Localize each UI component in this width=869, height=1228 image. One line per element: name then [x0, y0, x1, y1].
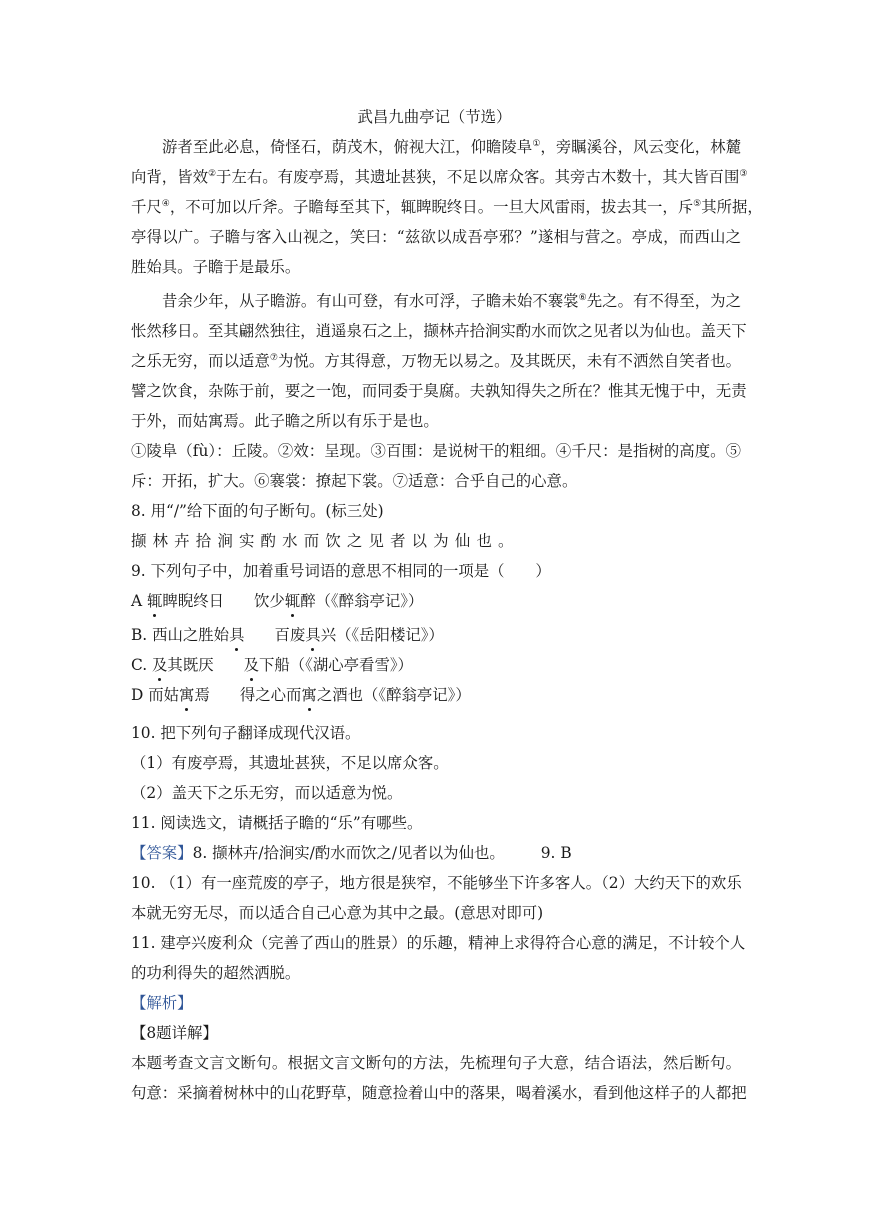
answer-10-line-2: 本就无穷无尽，而以适合自己心意为其中之最。(意思对即可): [131, 904, 544, 922]
q9-option-d: D 而姑寓焉 得之心而寓之酒也（《醉翁亭记》）: [131, 686, 471, 704]
passage-p1-line-5: 胜始具。子瞻于是最乐。: [131, 258, 301, 276]
q9-option-c: C. 及其既厌 及下船（《湖心亭看雪》）: [131, 656, 413, 674]
notes-line-2: 斥：开拓，扩大。⑥褰裳：撩起下裳。⑦适意：合乎自己的心意。: [131, 472, 578, 490]
answer-line-1: 【答案】8. 撷林卉/拾涧实/酌水而饮之/见者以为仙也。 9. B: [131, 844, 572, 862]
emphasis-mark: 辄: [284, 592, 301, 610]
emphasis-mark: 辄: [147, 592, 163, 610]
passage-p2-line-2: 怅然移日。至其翩然独往，逍遥泉石之上，撷林卉拾涧实酌水而饮之见者以为仙也。盖天下: [131, 322, 747, 340]
q9-option-a: A 辄睥睨终日 饮少辄醉（《醉翁亭记》）: [131, 592, 424, 610]
passage-title: 武昌九曲亭记（节选）: [357, 108, 512, 126]
passage-p2-line-1: 昔余少年，从子瞻游。有山可登，有水可浮，子瞻未始不褰裳⑥先之。有不得至，为之: [162, 292, 741, 310]
answer-tag: 【答案】: [131, 844, 193, 862]
passage-p2-line-3: 之乐无穷，而以适意⑦为悦。方其得意，万物无以易之。及其既厌，未有不洒然自笑者也。: [131, 352, 741, 370]
answer-11-line-2: 的功利得失的超然洒脱。: [131, 964, 301, 982]
q9-stem: 9. 下列句子中，加着重号词语的意思不相同的一项是（ ）: [131, 562, 551, 580]
passage-p2-line-4: 譬之饮食，杂陈于前，要之一饱，而同委于臭腐。夫孰知得失之所在？惟其无愧于中，无责: [131, 382, 747, 400]
passage-p1-line-3: 千尺④，不可加以斤斧。子瞻每至其下，辄睥睨终日。一旦大风雷雨，拔去其一，斥⑤其所据，: [131, 198, 763, 216]
analysis-tag: 【解析】: [131, 994, 193, 1012]
passage-p2-line-5: 于外，而姑寓焉。此子瞻之所以有乐于是也。: [131, 412, 439, 430]
q10-stem: 10. 把下列句子翻译成现代汉语。: [131, 724, 361, 742]
q10-sentence-1: （1）有废亭焉，其遗址甚狭，不足以席众客。: [131, 754, 449, 772]
passage-p1-line-2: 向背，皆效②于左右。有废亭焉，其遗址甚狭，不足以席众客。其旁古木数十，其大皆百围③: [131, 168, 748, 186]
emphasis-mark: 寓: [301, 686, 317, 704]
q8-sentence: 撷林卉拾涧实酌水而饮之见者以为仙也。: [131, 532, 520, 550]
answer-10-line-1: 10. （1）有一座荒废的亭子，地方很是狭窄，不能够坐下许多客人。（2）大约天下的欢乐: [131, 874, 742, 892]
answer-11-line-1: 11. 建亭兴废利众（完善了西山的胜景）的乐趣，精神上求得符合心意的满足，不计较个人: [131, 934, 746, 952]
passage-p1-line-4: 亭得以广。子瞻与客入山视之，笑曰：“兹欲以成吾亭邪？”遂相与营之。亭成，而西山之: [131, 228, 741, 246]
q9-option-b: B. 西山之胜始具 百废具兴（《岳阳楼记》）: [131, 626, 444, 644]
passage-p1-line-1: 游者至此必息，倚怪石，荫茂木，俯视大江，仰瞻陵阜①，旁瞩溪谷，风云变化，林麓: [162, 138, 741, 156]
q8-stem: 8. 用“/”给下面的句子断句。(标三处): [131, 502, 384, 520]
emphasis-mark: 寓: [179, 686, 195, 704]
analysis-subheading: 【8题详解】: [131, 1024, 218, 1042]
analysis-line-1: 本题考查文言文断句。根据文言文断句的方法，先梳理句子大意，结合语法，然后断句。: [131, 1054, 741, 1072]
emphasis-mark: 及: [243, 656, 260, 674]
analysis-line-2: 句意：采摘着树林中的山花野草，随意捡着山中的落果，喝着溪水，看到他这样子的人都把: [131, 1084, 747, 1102]
emphasis-mark: 具: [305, 626, 321, 644]
notes-line-1: ①陵阜（fù）：丘陵。②效：呈现。③百围：是说树干的粗细。④千尺：是指树的高度。⑤: [131, 442, 741, 460]
q10-sentence-2: （2）盖天下之乐无穷，而以适意为悦。: [131, 784, 403, 802]
emphasis-mark: 具: [229, 626, 245, 644]
q11-stem: 11. 阅读选文，请概括子瞻的“乐”有哪些。: [131, 814, 423, 832]
emphasis-mark: 及: [152, 656, 168, 674]
